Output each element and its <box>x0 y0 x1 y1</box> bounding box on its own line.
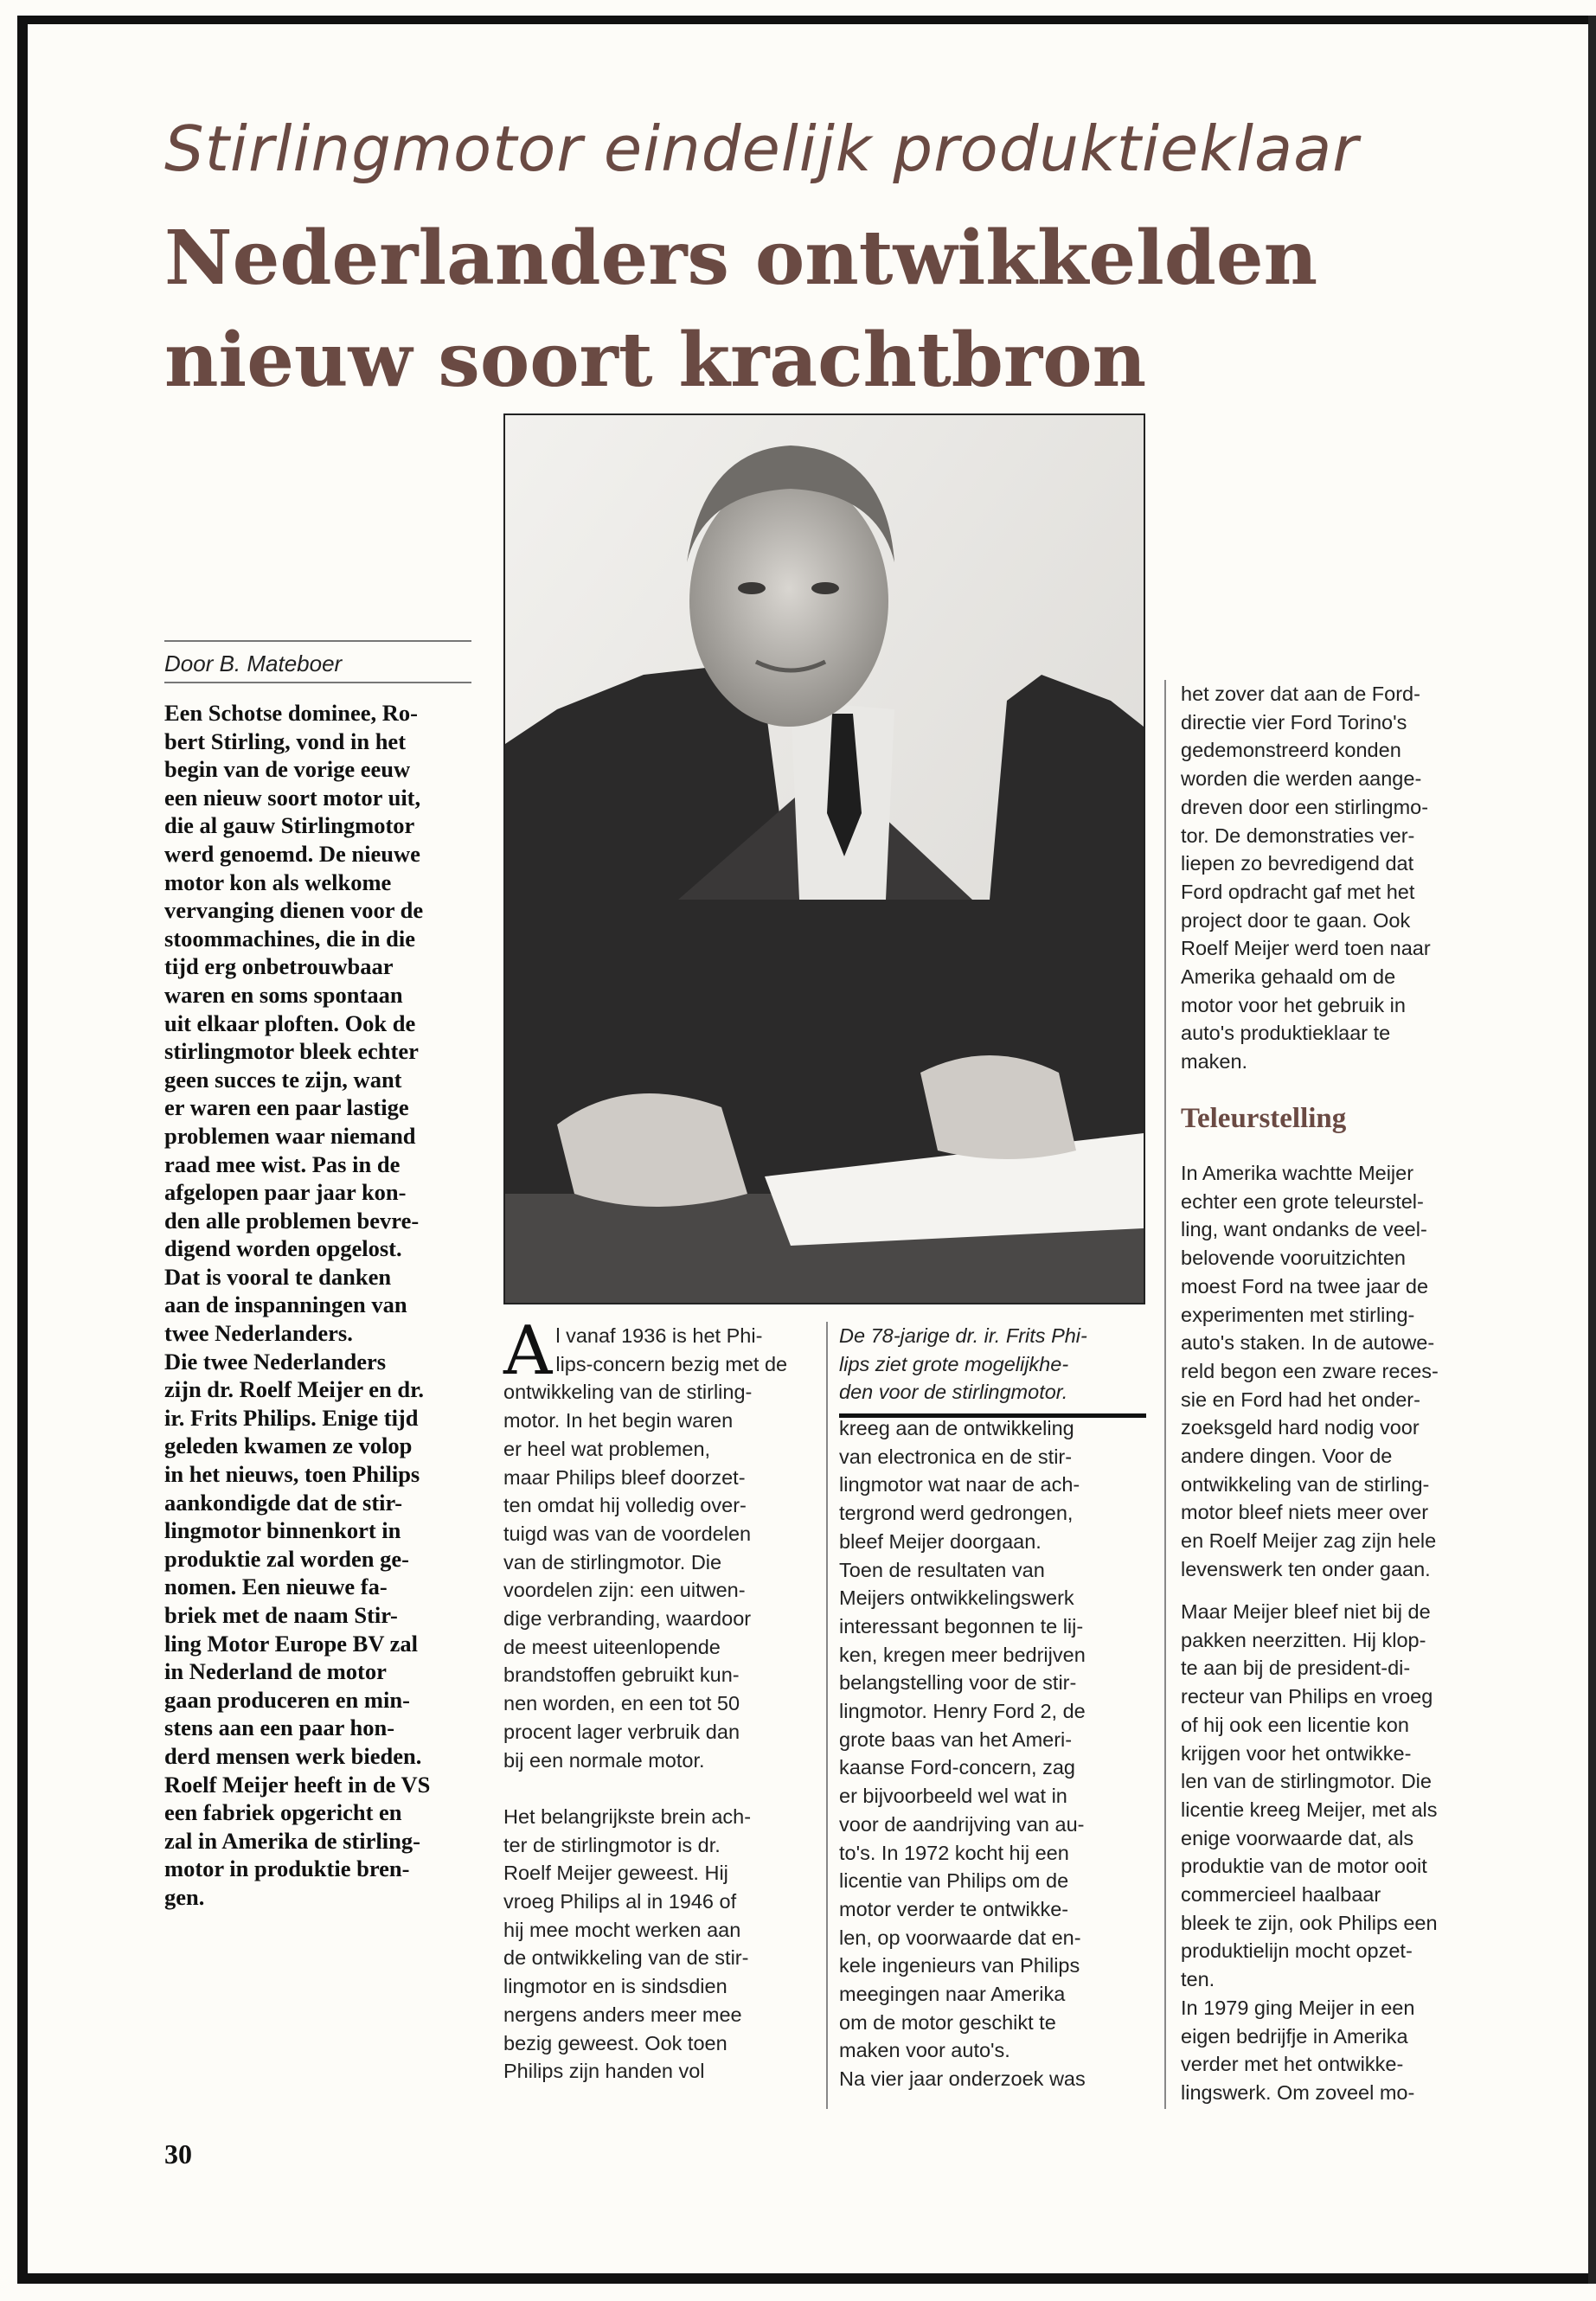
body-column-4-paragraph-3: Maar Meijer bleef niet bij de pakken neerzitten. Hij klop- te aan bij de president-di- recteur van Philips en vroeg of hij ook een licentie kon krijgen voor het ontwikke- len van de stirlingmotor. Die licentie kreeg Meijer, met als enige voorwaarde dat, als produktie van de motor ooit commercieel haalbaar bleek te zijn, ook Philips een produktielijn mocht opzet- ten. In 1979 ging Meijer in een eigen bedrijfje in Amerika verder met het ontwikke- lingswerk. Om zoveel mo- <box>1181 1600 1438 2104</box>
article-headline: Nederlanders ontwikkelden nieuw soort krachtbron <box>164 215 1318 404</box>
body-column-3: kreeg aan de ontwikkeling van electronica en de stir- lingmotor wat naar de ach- tergrond werd gedrongen, bleef Meijer doorgaan. Toen de resultaten van Meijers ontwikkelingswerk interessant begonnen te lij- ken, kregen meer bedrijven belangstelling voor de stir- lingmotor. Henry Ford 2, de grote baas van het Ameri- kaanse Ford-concern, zag er bijvoorbeeld wel wat in voor de aandrijving van au- to's. In 1972 kocht hij een licentie van Philips om de motor verder te ontwikke- len, op voorwaarde dat en- kele ingenieurs van Philips meegingen naar Amerika om de motor geschikt te maken voor auto's. Na vier jaar onderzoek was <box>839 1417 1086 2091</box>
article-intro: Een Schotse dominee, Ro- bert Stirling, vond in het begin van de vorige eeuw een nieuw soort motor uit, die al gauw Stirlingmotor werd genoemd. De nieuwe motor kon als welkome vervanging dienen voor de stoommachines, die in die tijd erg onbetrouwbaar waren en soms spontaan uit elkaar ploften. Ook de stirlingmotor bleek echter geen succes te zijn, want er waren een paar lastige problemen waar niemand raad mee wist. Pas in de afgelopen paar jaar kon- den alle problemen bevre- digend worden opgelost. Dat is vooral te danken aan de inspanningen van twee Nederlanders. Die twee Nederlanders zijn dr. Roelf Meijer en dr. ir. Frits Philips. Enige tijd geleden kwamen ze volop in het nieuws, toen Philips aankondigde dat de stir- lingmotor binnenkort in produktie zal worden ge- nomen. Een nieuwe fa- briek met de naam Stir- ling Motor Europe BV zal in Nederland de motor gaan produceren en min- stens aan een paar hon- derd mensen werk bieden. Roelf Meijer heeft in de VS een fabriek opgericht en zal in Amerika de stirling- motor in produktie bren- gen. <box>164 700 431 1910</box>
body-column-2 <box>503 1312 815 2086</box>
byline: Door B. Mateboer <box>164 651 343 676</box>
drop-cap: A <box>503 1312 553 1390</box>
byline-rule-top <box>164 640 471 642</box>
column-divider-1 <box>826 1322 828 2109</box>
page-number: 30 <box>164 2138 192 2170</box>
page-border-right <box>1588 16 1596 2284</box>
article-kicker: Stirlingmotor eindelijk produktieklaar <box>164 112 1359 185</box>
body-column-4-paragraph-2: In Amerika wachtte Meijer echter een grote teleurstel- ling, want ondanks de veel- belovende vooruitzichten moest Ford na twee jaar de experimenten met stirling- auto's staken. In de autowe- reld begon een zware reces- sie en Ford had het onder- zoeksgeld hard nodig voor andere dingen. Voor de ontwikkeling van de stirling- motor bleef niets meer over en Roelf Meijer zag zijn hele levenswerk ten onder gaan. <box>1181 1162 1439 1580</box>
body-column-4-paragraph-1: het zover dat aan de Ford- directie vier Ford Torino's gedemonstreerd konden worden die werden aange- dreven door een stirlingmo- tor. De demonstraties ver- liepen zo bevredigend dat Ford opdracht gaf met het project door te gaan. Ook Roelf Meijer werd toen naar Amerika gehaald om de motor voor het gebruik in auto's produktieklaar te maken. <box>1181 683 1431 1074</box>
page-border-top <box>17 16 1596 24</box>
page-border-left <box>17 16 28 2284</box>
section-subhead: Teleurstelling <box>1181 1103 1347 1134</box>
portrait-illustration <box>505 415 1144 1303</box>
byline-rule-bottom <box>164 682 471 683</box>
page-border-bottom <box>17 2273 1596 2284</box>
body-column-2-paragraph-2: Het belangrijkste brein ach- ter de stirlingmotor is dr. Roelf Meijer geweest. Hij vroeg Philips al in 1946 of hij mee mocht werken aan de ontwikkeling van de stir- lingmotor en is sindsdien nergens anders meer mee bezig geweest. Ook toen Philips zijn handen vol <box>503 1804 752 2083</box>
photo-caption: De 78-jarige dr. ir. Frits Phi- lips ziet grote mogelijkhe- den voor de stirlingmotor. <box>839 1324 1087 1404</box>
body-column-2-paragraph-1: l vanaf 1936 is het Phi- lips-concern bezig met de ontwikkeling van de stirling- motor. In het begin waren er heel wat problemen, maar Philips bleef doorzet- ten omdat hij volledig over- tuigd was van de voordelen van de stirlingmotor. Die voordelen zijn: een uitwen- dige verbranding, waardoor de meest uiteenlopende brandstoffen gebruikt kun- nen worden, en een tot 50 procent lager verbruik dan bij een normale motor. <box>503 1324 788 1772</box>
portrait-photo <box>503 413 1145 1304</box>
column-divider-2 <box>1164 680 1166 2109</box>
